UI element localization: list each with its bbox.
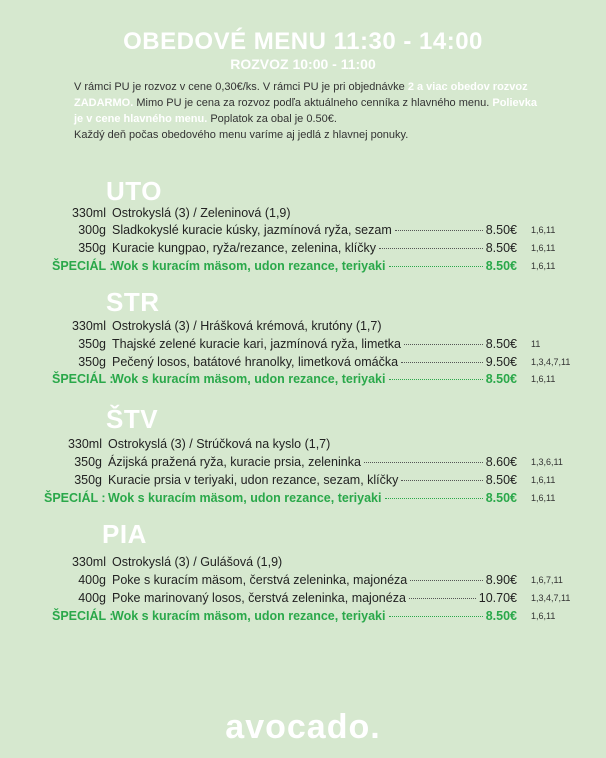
menu-item-special [52, 609, 517, 626]
dish-description: Wok s kuracím mäsom, udon rezance, teriyaki [112, 609, 386, 623]
allergen-codes: 1,6,11 [531, 243, 556, 253]
dot-leader [395, 230, 483, 231]
menu-item-soup [58, 437, 530, 454]
portion-size: 350g [78, 337, 106, 351]
dot-leader [385, 498, 483, 499]
dot-leader [389, 266, 483, 267]
dish-price: 8.60€ [485, 455, 517, 469]
dish-description: Sladkokyslé kuracie kúsky, jazmínová ryža, sezam [112, 223, 392, 237]
dish-description: Ostrokyslá (3) / Strúčková na kyslo (1,7) [108, 437, 331, 451]
info-text-2: Mimo PU je cena za rozvoz podľa aktuálneho cenníka z hlavného menu. [133, 97, 493, 109]
day-heading-uto: UTO [106, 176, 162, 206]
menu-item [66, 241, 517, 258]
info-text-1: V rámci PU je rozvoz v cene 0,30€/ks. V rámci PU je pri objednávke [74, 81, 408, 93]
info-highlight-soup: Polievka je v cene hlavného menu. [74, 97, 538, 125]
dish-description: Thajské zelené kuracie kari, jazmínová ryža, limetka [112, 337, 402, 351]
allergen-codes: 1,6,11 [531, 493, 556, 503]
menu-title: OBEDOVÉ MENU 11:30 - 14:00 [123, 28, 483, 55]
dish-price: 8.50€ [485, 473, 517, 487]
menu-item [66, 337, 517, 354]
allergen-codes: 1,6,7,11 [531, 575, 563, 585]
dot-leader [409, 598, 476, 599]
portion-size: 330ml [67, 437, 102, 451]
dot-leader [379, 248, 483, 249]
portion-size: 400g [78, 573, 106, 587]
day-heading-štv: ŠTV [106, 404, 159, 434]
dish-description: Poke marinovaný losos, čerstvá zeleninka, majonéza [112, 591, 406, 605]
dot-leader [364, 462, 483, 463]
dot-leader [401, 480, 482, 481]
special-label: ŠPECIÁL : [52, 609, 114, 623]
dot-leader [410, 580, 482, 581]
menu-item [58, 455, 517, 472]
dish-price: 8.50€ [485, 259, 517, 273]
dish-description: Ostrokyslá (3) / Hrášková krémová, krutóny (1,7) [112, 319, 382, 333]
portion-size: 400g [78, 591, 106, 605]
dish-price: 10.70€ [478, 591, 517, 605]
dish-price: 8.90€ [485, 573, 517, 587]
dish-description: Ostrokyslá (3) / Zeleninová (1,9) [112, 206, 291, 220]
menu-item [66, 223, 517, 240]
dot-leader [389, 379, 483, 380]
info-highlight-free-delivery: 2 a viac obedov rozvoz ZADARMO. [74, 81, 528, 109]
delivery-hours: ROZVOZ 10:00 - 11:00 [230, 56, 376, 72]
allergen-codes: 1,6,11 [531, 475, 556, 485]
menu-item [58, 473, 517, 490]
dish-price: 8.50€ [485, 372, 517, 386]
menu-item-soup [66, 319, 530, 336]
dish-description: Kuracie kungpao, ryža/rezance, zelenina, klíčky [112, 241, 377, 255]
dish-description: Wok s kuracím mäsom, udon rezance, teriyaki [108, 491, 382, 505]
dish-description: Ostrokyslá (3) / Gulášová (1,9) [112, 555, 283, 569]
dot-leader [404, 344, 483, 345]
menu-item [66, 591, 517, 608]
info-paragraph [74, 79, 544, 143]
menu-item-special [52, 259, 517, 276]
day-heading-pia: PIA [102, 519, 147, 549]
special-label: ŠPECIÁL : [44, 491, 106, 505]
menu-item-special [52, 372, 517, 389]
allergen-codes: 1,6,11 [531, 261, 556, 271]
dot-leader [401, 362, 483, 363]
dish-price: 8.50€ [485, 491, 517, 505]
allergen-codes: 1,3,6,11 [531, 457, 563, 467]
allergen-codes: 1,6,11 [531, 611, 556, 621]
info-text-3: Poplatok za obal je 0.50€. [207, 113, 337, 125]
menu-item-soup [66, 206, 530, 223]
portion-size: 300g [78, 223, 106, 237]
portion-size: 330ml [71, 319, 106, 333]
portion-size: 330ml [71, 555, 106, 569]
day-heading-str: STR [106, 287, 160, 317]
portion-size: 350g [78, 355, 106, 369]
special-label: ŠPECIÁL : [52, 372, 114, 386]
dish-description: Poke s kuracím mäsom, čerstvá zeleninka, majonéza [112, 573, 408, 587]
dot-leader [389, 616, 483, 617]
allergen-codes: 1,6,11 [531, 225, 556, 235]
special-label: ŠPECIÁL : [52, 259, 114, 273]
dish-price: 8.50€ [485, 223, 517, 237]
portion-size: 350g [78, 241, 106, 255]
dish-description: Kuracie prsia v teriyaki, udon rezance, sezam, klíčky [108, 473, 399, 487]
avocado-logo: avocado. [225, 708, 381, 746]
menu-item-soup [66, 555, 530, 572]
dish-price: 8.50€ [485, 609, 517, 623]
menu-item-special [44, 491, 517, 508]
allergen-codes: 1,3,4,7,11 [531, 593, 571, 603]
dish-description: Ázijská pražená ryža, kuracie prsia, zeleninka [108, 455, 361, 469]
dish-description: Pečený losos, batátové hranolky, limetková omáčka [112, 355, 399, 369]
dish-description: Wok s kuracím mäsom, udon rezance, teriyaki [112, 259, 386, 273]
dish-price: 9.50€ [485, 355, 517, 369]
portion-size: 350g [74, 473, 102, 487]
allergen-codes: 11 [531, 339, 541, 349]
dish-price: 8.50€ [485, 241, 517, 255]
allergen-codes: 1,3,4,7,11 [531, 357, 571, 367]
dish-description: Wok s kuracím mäsom, udon rezance, teriyaki [112, 372, 386, 386]
allergen-codes: 1,6,11 [531, 374, 556, 384]
portion-size: 330ml [71, 206, 106, 220]
portion-size: 350g [74, 455, 102, 469]
menu-item [66, 355, 517, 372]
menu-item [66, 573, 517, 590]
dish-price: 8.50€ [485, 337, 517, 351]
info-text-4: Každý deň počas obedového menu varíme aj jedlá z hlavnej ponuky. [74, 129, 409, 141]
